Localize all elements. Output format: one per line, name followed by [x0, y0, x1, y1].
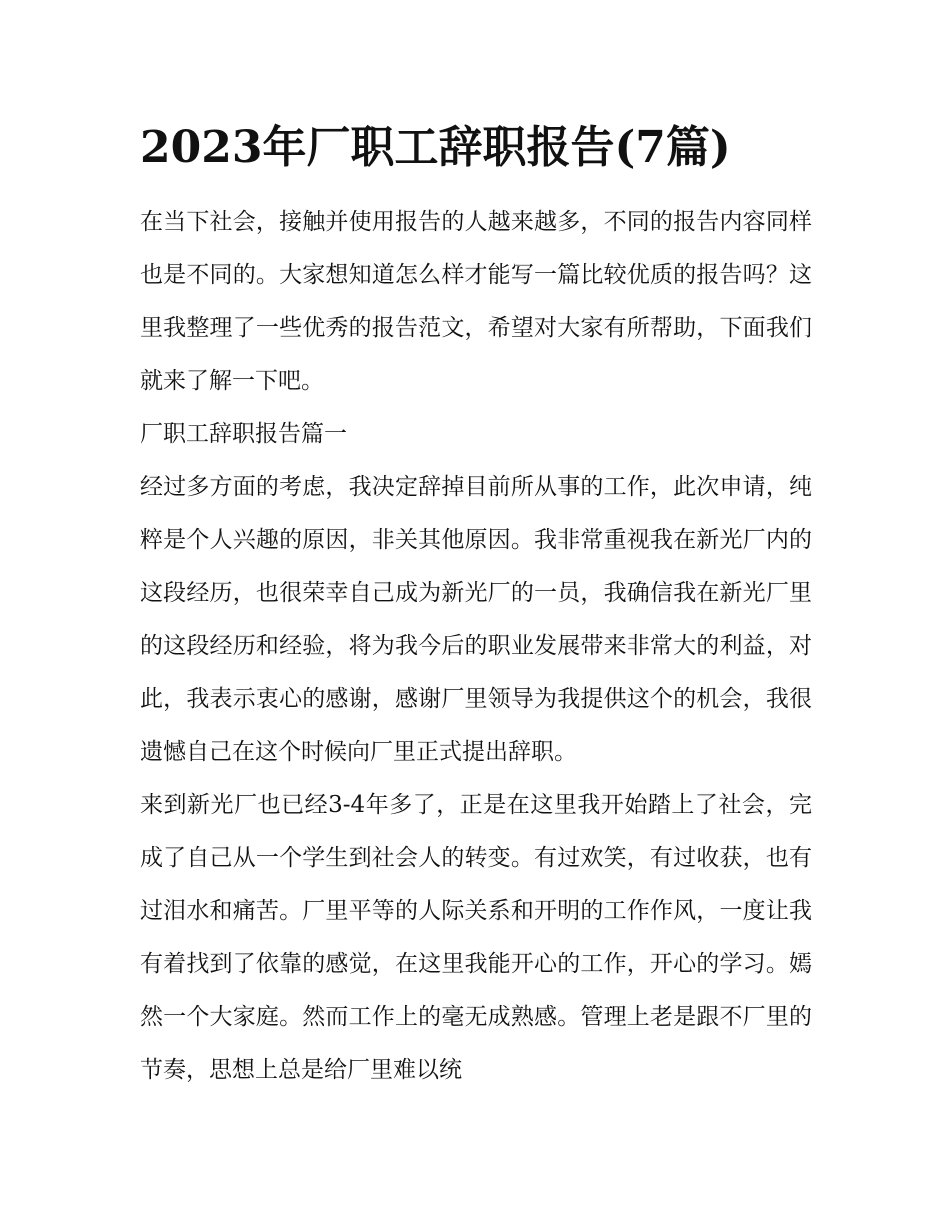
document-body	[140, 196, 812, 1097]
document-title: 2023年厂职工辞职报告(7篇)	[140, 122, 731, 173]
intro-paragraph: 在当下社会，接触并使用报告的人越来越多，不同的报告内容同样也是不同的。大家想知道怎么样才能写一篇比较优质的报告吗？这里我整理了一些优秀的报告范文，希望对大家有所帮助，下面我们就来了解一下吧。	[140, 209, 812, 394]
body-paragraph: 经过多方面的考虑，我决定辞掉目前所从事的工作，此次申请，纯粹是个人兴趣的原因，非关其他原因。我非常重视我在新光厂内的这段经历，也很荣幸自己成为新光厂的一员，我确信我在新光厂里的这段经历和经验，将为我今后的职业发展带来非常大的利益，对此，我表示衷心的感谢，感谢厂里领导为我提供这个的机会，我很遗憾自己在这个时候向厂里正式提出辞职。	[140, 474, 812, 765]
section-heading: 厂职工辞职报告篇一	[140, 421, 347, 447]
body-paragraph: 来到新光厂也已经3-4年多了，正是在这里我开始踏上了社会，完成了自己从一个学生到社会人的转变。有过欢笑，有过收获，也有过泪水和痛苦。厂里平等的人际关系和开明的工作作风，一度让我有着找到了依靠的感觉，在这里我能开心的工作，开心的学习。嫣然一个大家庭。然而工作上的毫无成熟感。管理上老是跟不厂里的节奏，思想上总是给厂里难以统	[140, 792, 812, 1083]
